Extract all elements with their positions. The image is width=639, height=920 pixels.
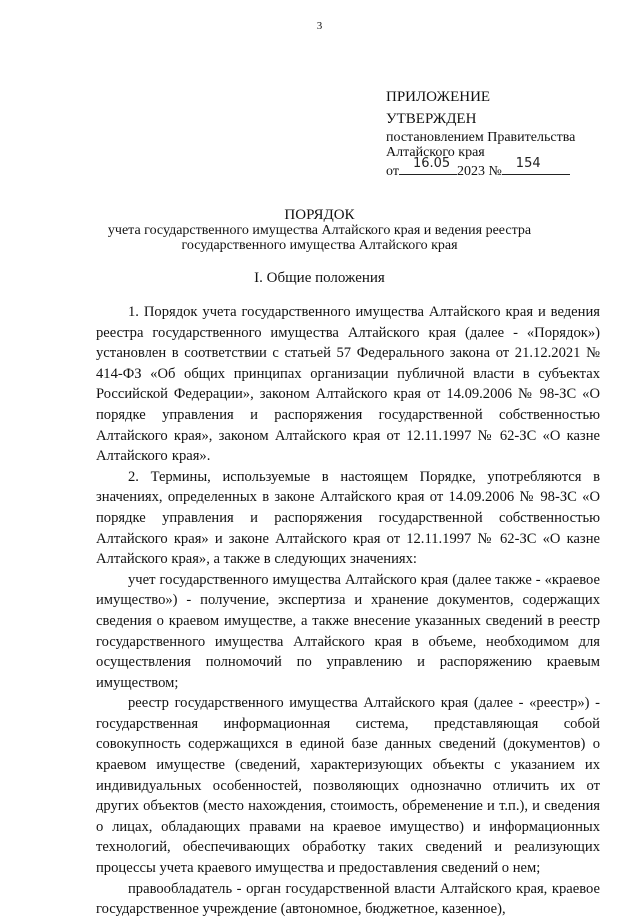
paragraph-1: 1. Порядок учета государственного имущества Алтайского края и ведения реестра государственного имущества Алтайского края (далее - «Порядок») установлен в соответствии с статьей 57 Федерального закона от 21.12.2021 № 414-ФЗ «Об общих принципах организации публичной власти в субъектах Российской Федерации», законом Алтайского края от 14.09.2006 № 98-ЗС «О порядке управления и распоряжения государственной собственностью Алтайского края», законом Алтайского края от 12.11.1997 № 62-ЗС «О казне Алтайского края». bbox=[96, 304, 600, 465]
page-number: 3 bbox=[316, 20, 323, 32]
number-sign: № bbox=[488, 164, 502, 179]
approval-date-line bbox=[386, 156, 575, 180]
date-prefix: от bbox=[386, 164, 399, 179]
paragraph-3: учет государственного имущества Алтайского края (далее также - «краевое имущество») - получение, экспертиза и хранение документов, содержащих сведения о краевом имуществе, а также внесение указанных сведений в реестр государственного имущества Алтайского края в объеме, необходимом для осуществления полномочий по управлению и распоряжению краевым имуществом; bbox=[96, 571, 600, 691]
approval-line-1: постановлением Правительства bbox=[386, 130, 576, 145]
document-title-block bbox=[0, 207, 639, 253]
paragraph-4: реестр государственного имущества Алтайского края (далее - «реестр») - государственная информационная система, представляющая собой совокупность содержащихся в единой базе данных сведений (документов) о краевом имуществе (сведений, характеризующих объекты с указанием их индивидуальных особенностей, позволяющих однозначно отличить их от других объектов (место нахождения, стоимость, обременение и т.п.), и сведения о лицах, обладающих правами на краевое имущество) и информационных технологий, обеспечивающих обработку таких сведений и реализующих процессы учета краевого имущества и предоставления сведений о нем; bbox=[96, 695, 600, 877]
date-blank bbox=[399, 156, 457, 175]
approval-block bbox=[386, 111, 575, 180]
section-heading: I. Общие положения bbox=[254, 270, 385, 286]
paragraph-5: правообладатель - орган государственной власти Алтайского края, краевое государственное учреждение (автономное, бюджетное, казенное), bbox=[96, 880, 600, 918]
appendix-label: ПРИЛОЖЕНИЕ bbox=[386, 89, 491, 105]
number-blank bbox=[502, 156, 570, 175]
approval-line-2: Алтайского края bbox=[386, 145, 485, 160]
document-title: ПОРЯДОК bbox=[284, 207, 355, 223]
handwritten-number: 154 bbox=[515, 156, 541, 171]
handwritten-date: 16.05 bbox=[412, 156, 451, 171]
date-year: 2023 bbox=[456, 164, 485, 179]
approval-label: УТВЕРЖДЕН bbox=[386, 111, 477, 127]
document-subtitle: учета государственного имущества Алтайского края и ведения реестра государственного имущества Алтайского края bbox=[107, 223, 532, 253]
paragraph-2: 2. Термины, используемые в настоящем Порядке, употребляются в значениях, определенных в законе Алтайского края от 14.09.2006 № 98-ЗС «О порядке управления и распоряжения государственной собственностью Алтайского края» и законе Алтайского края от 12.11.1997 № 62-ЗС «О казне Алтайского края», а также в следующих значениях: bbox=[96, 468, 600, 568]
body-text bbox=[96, 302, 600, 920]
